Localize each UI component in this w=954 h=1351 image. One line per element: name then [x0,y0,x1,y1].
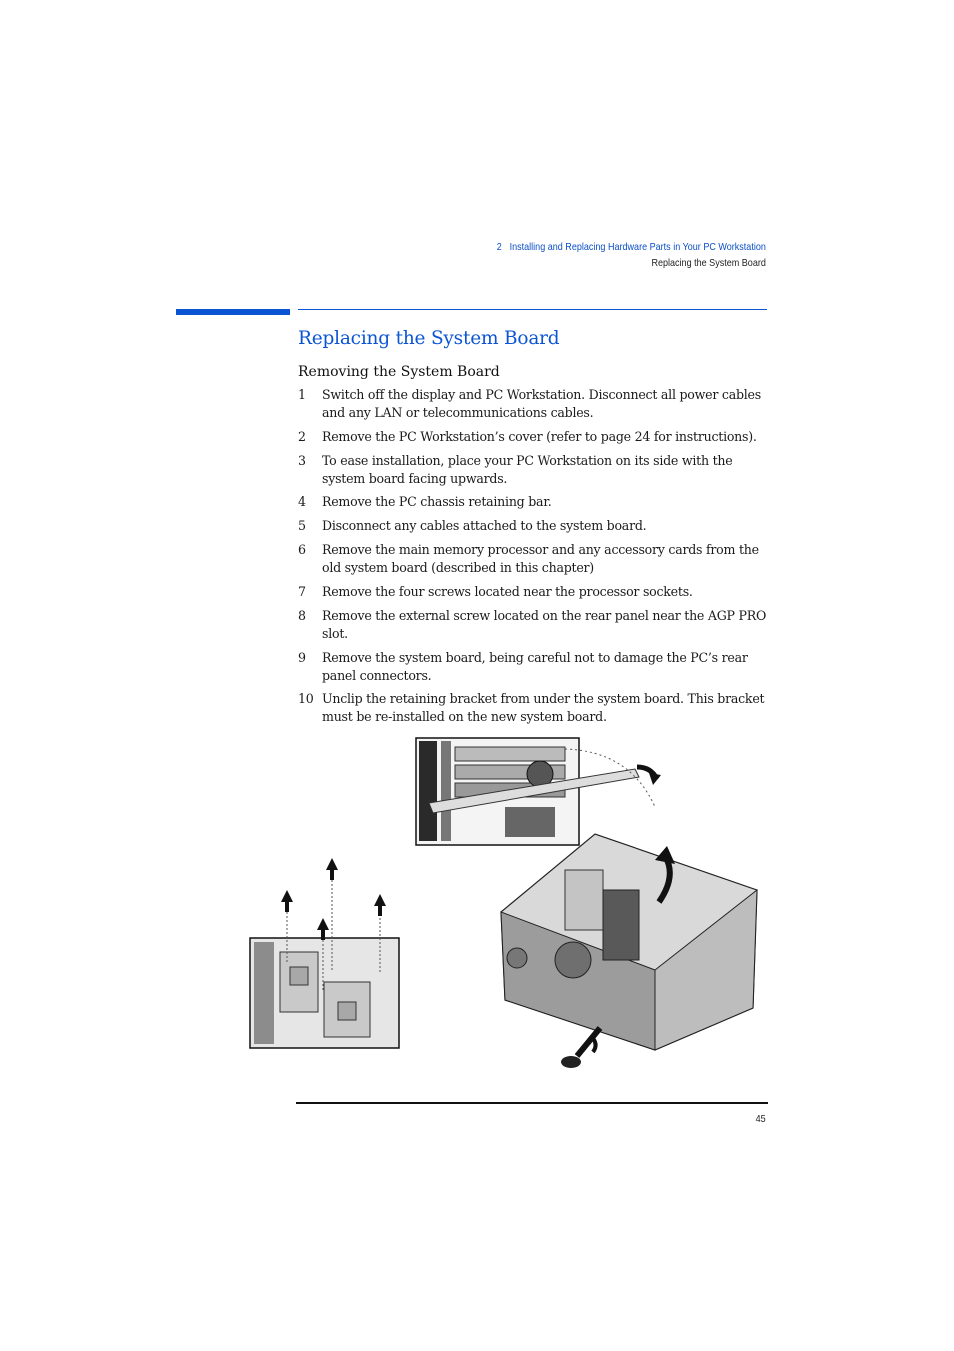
running-head-section: Replacing the System Board [651,257,766,269]
running-head-chapter [497,239,766,255]
list-item [298,386,770,421]
chapter-title: Installing and Replacing Hardware Parts in Your PC Workstation [509,241,766,253]
step-text: Unclip the retaining bracket from under the system board. This bracket must be re-installed on the new system board. [322,691,765,724]
step-number: 2 [298,429,306,444]
list-item [298,541,770,576]
list-item [298,690,770,725]
list-item [298,517,770,535]
step-number: 10 [298,691,314,706]
processor-screws-illustration [240,852,405,1052]
section-subtitle: Removing the System Board [298,364,500,380]
step-number: 9 [298,650,306,665]
step-number: 1 [298,387,306,402]
section-accent-bar [176,309,290,315]
step-text: Disconnect any cables attached to the system board. [322,518,647,533]
list-item [298,583,770,601]
step-number: 5 [298,518,306,533]
list-item [298,428,770,446]
step-number: 6 [298,542,306,557]
step-text: Remove the PC chassis retaining bar. [322,494,552,509]
running-head [497,239,766,271]
step-text: To ease installation, place your PC Workstation on its side with the system board facing upwards. [322,453,733,486]
step-text: Remove the system board, being careful not to damage the PC’s rear panel connectors. [322,650,748,683]
step-text: Switch off the display and PC Workstation. Disconnect all power cables and any LAN or telecommunications cables. [322,387,761,420]
step-number: 4 [298,494,306,509]
list-item [298,452,770,487]
page-number: 45 [755,1113,766,1125]
section-rule [298,309,767,310]
step-number: 8 [298,608,306,623]
list-item [298,493,770,511]
step-text: Remove the main memory processor and any accessory cards from the old system board (described in this chapter) [322,542,759,575]
step-number: 3 [298,453,306,468]
step-text: Remove the external screw located on the rear panel near the AGP PRO slot. [322,608,767,641]
pc-chassis-illustration [495,830,765,1078]
page-title: Replacing the System Board [298,328,560,349]
step-text: Remove the four screws located near the processor sockets. [322,584,693,599]
list-item [298,649,770,684]
footer-rule [296,1102,768,1104]
list-item [298,607,770,642]
chapter-number: 2 [496,241,502,253]
step-number: 7 [298,584,306,599]
step-text: Remove the PC Workstation’s cover (refer to page 24 for instructions). [322,429,757,444]
